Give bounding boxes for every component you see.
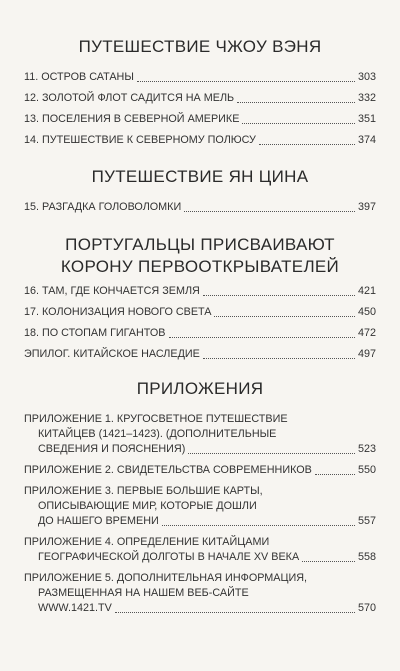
page-number: 351 — [357, 113, 376, 125]
entry-line: ПРИЛОЖЕНИЕ 5. ДОПОЛНИТЕЛЬНАЯ ИНФОРМАЦИЯ, — [24, 572, 308, 584]
section-list-zhou-wen — [24, 70, 376, 154]
section-list-yan-qing — [24, 200, 376, 221]
page-number: 450 — [357, 306, 376, 318]
page-number: 374 — [357, 134, 376, 146]
page-number: 570 — [357, 602, 376, 614]
entry-title: СВЕДЕНИЯ И ПОЯСНЕНИЯ) — [38, 443, 186, 455]
section-title-portuguese-line2: КОРОНУ ПЕРВООТКРЫВАТЕЛЕЙ — [60, 257, 340, 276]
dot-leader — [259, 143, 355, 145]
page-number: 472 — [357, 327, 376, 339]
toc-entry[interactable] — [24, 133, 376, 148]
dot-leader — [162, 524, 355, 526]
dot-leader — [315, 473, 355, 475]
toc-entry[interactable] — [24, 91, 376, 106]
dot-leader — [203, 357, 355, 359]
dot-leader — [237, 101, 355, 103]
dot-leader — [203, 294, 355, 296]
section-title-zhou-wen: ПУТЕШЕСТВИЕ ЧЖОУ ВЭНЯ — [78, 37, 322, 56]
page-number: 303 — [357, 71, 376, 83]
entry-line: ПРИЛОЖЕНИЕ 4. ОПРЕДЕЛЕНИЕ КИТАЙЦАМИ — [24, 536, 270, 548]
section-list-appendices — [24, 412, 376, 622]
section-list-portuguese — [24, 284, 376, 368]
toc-entry[interactable] — [24, 326, 376, 341]
entry-line: ПРИЛОЖЕНИЕ 1. КРУГОСВЕТНОЕ ПУТЕШЕСТВИЕ — [24, 413, 288, 425]
entry-title: 13. ПОСЕЛЕНИЯ В СЕВЕРНОЙ АМЕРИКЕ — [24, 113, 240, 125]
entry-title: 18. ПО СТОПАМ ГИГАНТОВ — [24, 327, 166, 339]
entry-title: 16. ТАМ, ГДЕ КОНЧАЕТСЯ ЗЕМЛЯ — [24, 285, 200, 297]
entry-title: ГЕОГРАФИЧЕСКОЙ ДОЛГОТЫ В НАЧАЛЕ XV ВЕКА — [38, 551, 300, 563]
toc-entry[interactable] — [24, 535, 376, 565]
section-title-portuguese-line1: ПОРТУГАЛЬЦЫ ПРИСВАИВАЮТ — [65, 235, 335, 254]
entry-line: ОПИСЫВАЮЩИЕ МИР, КОТОРЫЕ ДОШЛИ — [38, 500, 257, 512]
entry-title: ПРИЛОЖЕНИЕ 2. СВИДЕТЕЛЬСТВА СОВРЕМЕННИКОВ — [24, 464, 312, 476]
page-number: 397 — [357, 201, 376, 213]
dot-leader — [169, 336, 355, 338]
toc-entry[interactable] — [24, 484, 376, 529]
page-number: 523 — [357, 443, 376, 455]
section-title-yan-qing: ПУТЕШЕСТВИЕ ЯН ЦИНА — [91, 167, 309, 186]
toc-entry[interactable] — [24, 412, 376, 457]
page-number: 421 — [357, 285, 376, 297]
dot-leader — [184, 210, 355, 212]
page-number: 332 — [357, 92, 376, 104]
entry-title: 14. ПУТЕШЕСТВИЕ К СЕВЕРНОМУ ПОЛЮСУ — [24, 134, 256, 146]
section-title-appendices: ПРИЛОЖЕНИЯ — [136, 379, 264, 398]
page-number: 497 — [357, 348, 376, 360]
toc-entry[interactable] — [24, 200, 376, 215]
entry-title: 15. РАЗГАДКА ГОЛОВОЛОМКИ — [24, 201, 182, 213]
dot-leader — [214, 315, 355, 317]
dot-leader — [137, 80, 355, 82]
page-number: 558 — [357, 551, 376, 563]
dot-leader — [188, 452, 355, 454]
entry-line: РАЗМЕЩЕННАЯ НА НАШЕМ ВЕБ-САЙТЕ — [38, 587, 249, 599]
entry-title: WWW.1421.TV — [38, 602, 112, 614]
toc-entry[interactable] — [24, 571, 376, 616]
toc-entry[interactable] — [24, 463, 376, 478]
entry-title: 12. ЗОЛОТОЙ ФЛОТ САДИТСЯ НА МЕЛЬ — [24, 92, 235, 104]
entry-line: ПРИЛОЖЕНИЕ 3. ПЕРВЫЕ БОЛЬШИЕ КАРТЫ, — [24, 485, 263, 497]
dot-leader — [242, 122, 355, 124]
entry-title: ДО НАШЕГО ВРЕМЕНИ — [38, 515, 159, 527]
dot-leader — [115, 611, 355, 613]
entry-title: ЭПИЛОГ. КИТАЙСКОЕ НАСЛЕДИЕ — [24, 348, 200, 360]
toc-entry[interactable] — [24, 347, 376, 362]
page-number: 550 — [357, 464, 376, 476]
page-number: 557 — [357, 515, 376, 527]
toc-entry[interactable] — [24, 70, 376, 85]
entry-title: 11. ОСТРОВ САТАНЫ — [24, 71, 134, 83]
entry-line: КИТАЙЦЕВ (1421–1423). (ДОПОЛНИТЕЛЬНЫЕ — [38, 428, 277, 440]
toc-entry[interactable] — [24, 284, 376, 299]
entry-title: 17. КОЛОНИЗАЦИЯ НОВОГО СВЕТА — [24, 306, 212, 318]
toc-entry[interactable] — [24, 112, 376, 127]
toc-entry[interactable] — [24, 305, 376, 320]
dot-leader — [302, 560, 355, 562]
